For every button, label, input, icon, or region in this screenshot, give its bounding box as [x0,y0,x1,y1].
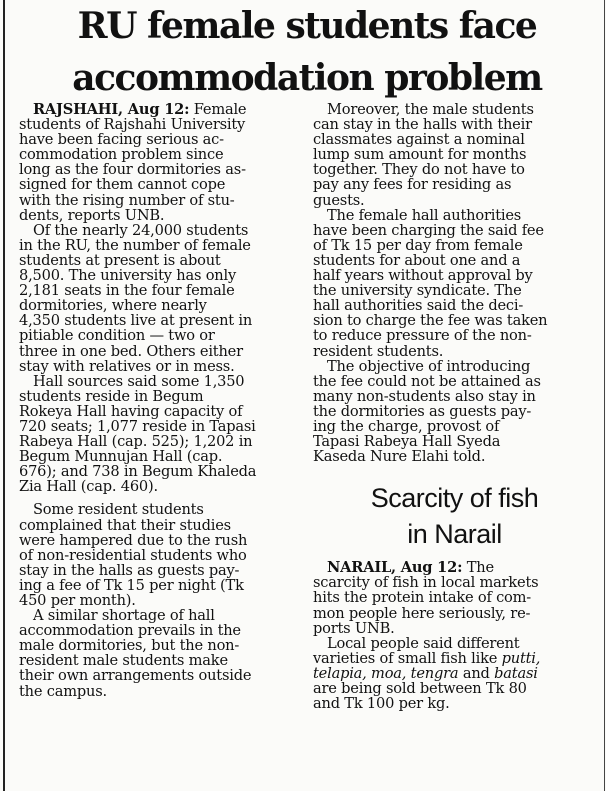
body-line: resident students. [313,342,444,360]
body-line: have been charging the said fee [313,221,544,239]
body-line: telapia, moa, tengra and batasi [313,664,538,682]
body-line: to reduce pressure of the non- [313,327,532,345]
body-line: ing the charge, provost of [313,417,500,435]
body-line: 676); and 738 in Begum Khaleda [19,463,257,481]
body-line: ports UNB. [313,619,395,637]
dateline-narail: NARAIL, Aug 12: [327,559,463,577]
body-line: students at present is about [19,251,221,269]
body-line: resident male students make [19,652,228,670]
body-line: the university syndicate. The [313,282,522,300]
body-line: mon people here seriously, re- [313,604,531,622]
right-border-rule [604,0,605,791]
subheadline-line-2: in Narail [407,519,502,550]
body-line: the dormitories as guests pay- [313,402,532,420]
story-column-1 [19,102,306,699]
body-line: together. They do not have to [313,161,525,179]
body-line: Kaseda Nure Elahi told. [313,448,486,466]
body-line: Moreover, the male students [327,101,534,118]
body-line: and Tk 100 per kg. [313,695,450,713]
body-line: commodation problem since [19,146,224,164]
body-line: RAJSHAHI, Aug 12: Female [33,101,247,118]
body-line: with the rising number of stu- [19,191,235,209]
body-line: their own arrangements outside [19,667,252,685]
story-column-2 [313,102,596,711]
body-line: dents, reports UNB. [19,206,165,224]
body-line: students for about one and a [313,251,521,269]
body-line: The objective of introducing [327,357,531,375]
body-line: male dormitories, but the non- [19,637,240,655]
body-line: Zia Hall (cap. 460). [19,478,158,496]
body-line: 450 per month). [19,592,136,609]
body-line: stay with relatives or in mess. [19,357,235,375]
body-line: varieties of small fish like putti, [313,649,541,667]
body-line: guests. [313,191,365,209]
body-line: many non-students also stay in [313,387,536,405]
body-line: NARAIL, Aug 12: The [327,559,494,577]
body-line: signed for them cannot cope [19,176,226,194]
body-line: of Tk 15 per day from female [313,236,523,254]
left-border-rule [3,0,5,791]
body-line: ing a fee of Tk 15 per night (Tk [19,576,244,594]
body-line: in the RU, the number of female [19,236,251,254]
body-line: complained that their studies [19,516,231,534]
body-line: Begum Munnujan Hall (cap. [19,448,223,466]
dateline: RAJSHAHI, Aug 12: [33,101,190,118]
body-line: can stay in the halls with their [313,116,532,134]
body-line: pay any fees for residing as [313,176,512,194]
body-line: classmates against a nominal [313,131,525,149]
body-line: students of Rajshahi University [19,116,246,134]
body-line: 2,181 seats in the four female [19,282,235,300]
body-line: Some resident students [33,501,204,519]
headline-line-1: RU female students face [77,5,537,47]
body-line: sion to charge the fee was taken [313,312,548,330]
body-line: 8,500. The university has only [19,267,237,285]
body-line: Hall sources said some 1,350 [33,372,245,390]
body-line: hits the protein intake of com- [313,589,532,607]
body-line: Of the nearly 24,000 students [33,221,249,239]
body-line: lump sum amount for months [313,146,527,164]
body-line: the campus. [19,682,107,700]
body-line: Rabeya Hall (cap. 525); 1,202 in [19,433,253,451]
italic-fish-name: batasi [494,664,538,682]
body-line: half years without approval by [313,267,533,285]
subheadline-block [313,480,596,552]
body-line: were hampered due to the rush [19,531,248,549]
body-line: A similar shortage of hall [33,607,215,625]
body-line: 720 seats; 1,077 reside in Tapasi [19,417,256,435]
body-line: Tapasi Rabeya Hall Syeda [313,433,501,451]
body-line: accommodation prevails in the [19,622,241,640]
body-line: students reside in Begum [19,387,204,405]
body-line: 4,350 students live at present in [19,312,253,330]
body-line: are being sold between Tk 80 [313,680,527,697]
body-line: The female hall authorities [327,206,522,224]
headline-line-2: accommodation problem [72,57,542,99]
body-line: hall authorities said the deci- [313,297,524,315]
subheadline-line-1: Scarcity of fish [370,483,539,514]
italic-fish-name: putti, [501,649,541,667]
body-line: have been facing serious ac- [19,131,224,149]
body-line: long as the four dormitories as- [19,161,246,179]
body-line: of non-residential students who [19,546,247,564]
body-line: dormitories, where nearly [19,297,207,315]
body-line: scarcity of fish in local markets [313,574,539,592]
body-line: stay in the halls as guests pay- [19,561,240,579]
body-line: the fee could not be attained as [313,372,541,390]
body-line: Local people said different [327,634,520,652]
body-line: pitiable condition — two or [19,327,215,345]
italic-fish-names: telapia, moa, tengra [313,664,459,682]
body-line: three in one bed. Others either [19,342,243,360]
body-line: Rokeya Hall having capacity of [19,402,243,420]
